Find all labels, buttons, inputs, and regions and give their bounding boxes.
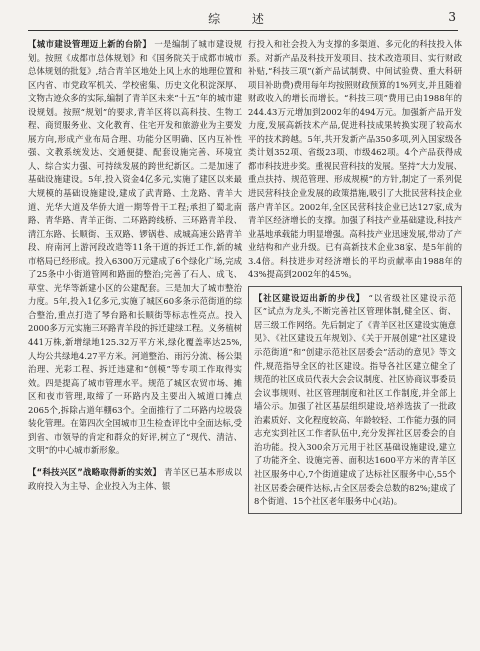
community-box	[248, 286, 462, 514]
section-body: 一是编制了城市建设规划。按照《成都市总体规划》和《国务院关于成都市城市总体规划的批复》,结合青羊区地处上风上水的地理位置和区内省、市党政军机关、学校密集、历史文化积淀深厚、文物古迹众多的实际,编制了青羊区未来“十五”年的城市建设规划。按照“规划”的要求,青羊区将以高科技、生物工程、商贸服务业、文化教育、住宅开发和旅游业为主要发展方向,形成产业布局合理、功能分区明确、区内互补性强、文教系统发达、交通便捷、配套设施完善、环境宜人、综合实力强、可持续发展的跨世纪新区。二是加速了基础设施建设。5年,投入资金4亿多元,实施了建区以来最大规模的基础设施建设,建成了武青路、土龙路、青羊大道、光华大道及华侨大道一期等骨干工程;承担了蜀北南路、青华路、青羊正街、二环路跨线桥、三环路青羊段、清江东路、长顺街、玉双路、锣锅巷、成城高速公路青羊段、府南河上游河段改造等11条干道的拆迁工作,新的城市格局已经形成。投入6300万元建成了6个绿化广场,完成了25条中小街道管网和路面的整治;完善了石人、成飞、草堂、光华等新建小区的公建配套。三是加大了城市整治力度。5年,投入1亿多元,实施了城区60多条示范街道的综合整治,重点打造了琴台路和长顺街等标志性亮点。投入2000多万元实施三环路青羊段的拆迁建绿工程。义务植树441万株,新增绿地125.32万平方米,绿化覆盖率达25%,人均公共绿地4.27平方米。河道整治、雨污分流、杨公渠治理、光彩工程、拆迁违建和“创模”等专项工作取得实效。四是提高了城市管理水平。规范了城区农贸市场、摊区和夜市管理,取缔了一环路内及主要出入城道口摊点2065个,拆除占道年棚63个。全面推行了二环路内垃圾袋装化管理。在第四次全国城市卫生检查评比中全面达标,受到省、市领导的肯定和群众的好评,树立了“现代、清洁、文明”的中心城市新形象。	[28, 39, 242, 456]
running-title: 综 述	[208, 12, 278, 26]
page-header	[28, 6, 458, 28]
section-tech-continued: 行投入和社会投入为支撑的多渠道、多元化的科技投入体系。对新产品及科技开发项目、技术改造项目、实行财政补贴,“科技三项”(新产品试制费、中间试验费、重大科研项目补助费)费用每年均按照财政预算的1%列支,并且随着财政收入的增长而增长。“科技三项”费用已由1988年的244.43万元增加到2002年的494万元。加强新产品开发力度,发展高新技术产品,促进科技成果转换实现了较高水平的技术跨越。5年,共开发新产品350多项,列入国家级各类计划352项、省级23项、市级462项。4个产品获得成都市科技进步奖。重视民营科技的发展。坚持“大力发展、重点扶持、规范管理、形成规模”的方针,制定了一系列促进民营科技企业发展的政策措施,吸引了大批民营科技企业落户青羊区。2002年,全区民营科技企业已达127家,成为青羊区经济增长的支撑。加强了科技产业基础建设,科技产业基地承载能力明显增强。高科技产业迅速发展,带动了产业结构和产业升级。已有高新技术企业38家、是5年前的3.4倍。科技进步对经济增长的平均贡献率由1988年的43%提高到2002年的45%。	[248, 39, 462, 280]
section-heading: 【社区建设迈出新的步伐】	[254, 292, 365, 303]
section-body: 青羊区已基本形成以政府投入为主导、企业投入为主体、银	[28, 466, 242, 491]
section-tech	[28, 466, 242, 493]
section-urban-construction	[28, 38, 242, 458]
left-column	[28, 38, 242, 493]
right-column	[248, 38, 462, 514]
header-rule	[28, 30, 458, 31]
page-number: 3	[448, 10, 456, 24]
section-community	[254, 292, 456, 509]
section-heading: 【城市建设管理迈上新的台阶】	[28, 39, 152, 49]
section-heading: 【“科技兴区”战略取得新的实效】	[28, 466, 162, 477]
section-body: “以省级社区建设示范区”试点为龙头,不断完善社区管理体制,健全区、街、居三级工作网络。先后制定了《青羊区社区建设实施意见》、《社区建设五年规划》、《关于开展创建“社区建设示范街道”和“创建示范社区居委会”活动的意见》等文件,规范指导全区的社区建设。指导各社区建立健全了规范的社区成员代表大会会议制度、社区协商议事委员会议事规则、社区管理制度和社区工作制度,并全部上墙公示。加强了社区基层组织建设,培养选拔了一批政治素质好、文化程度较高、年龄较轻、工作能力强的同志充实到社区工作者队伍中,充分发挥社区居委会的自治功能。投入300余万元用于社区基础设施建设,建立了功能齐全、设施完善、面积达1600平方米的青羊区社区服务中心,7个街道建成了达标社区服务中心,55个社区居委会硬件达标,占全区居委会总数的82%;建成了8个街道、15个社区老年服务中心(站)。	[254, 292, 457, 507]
